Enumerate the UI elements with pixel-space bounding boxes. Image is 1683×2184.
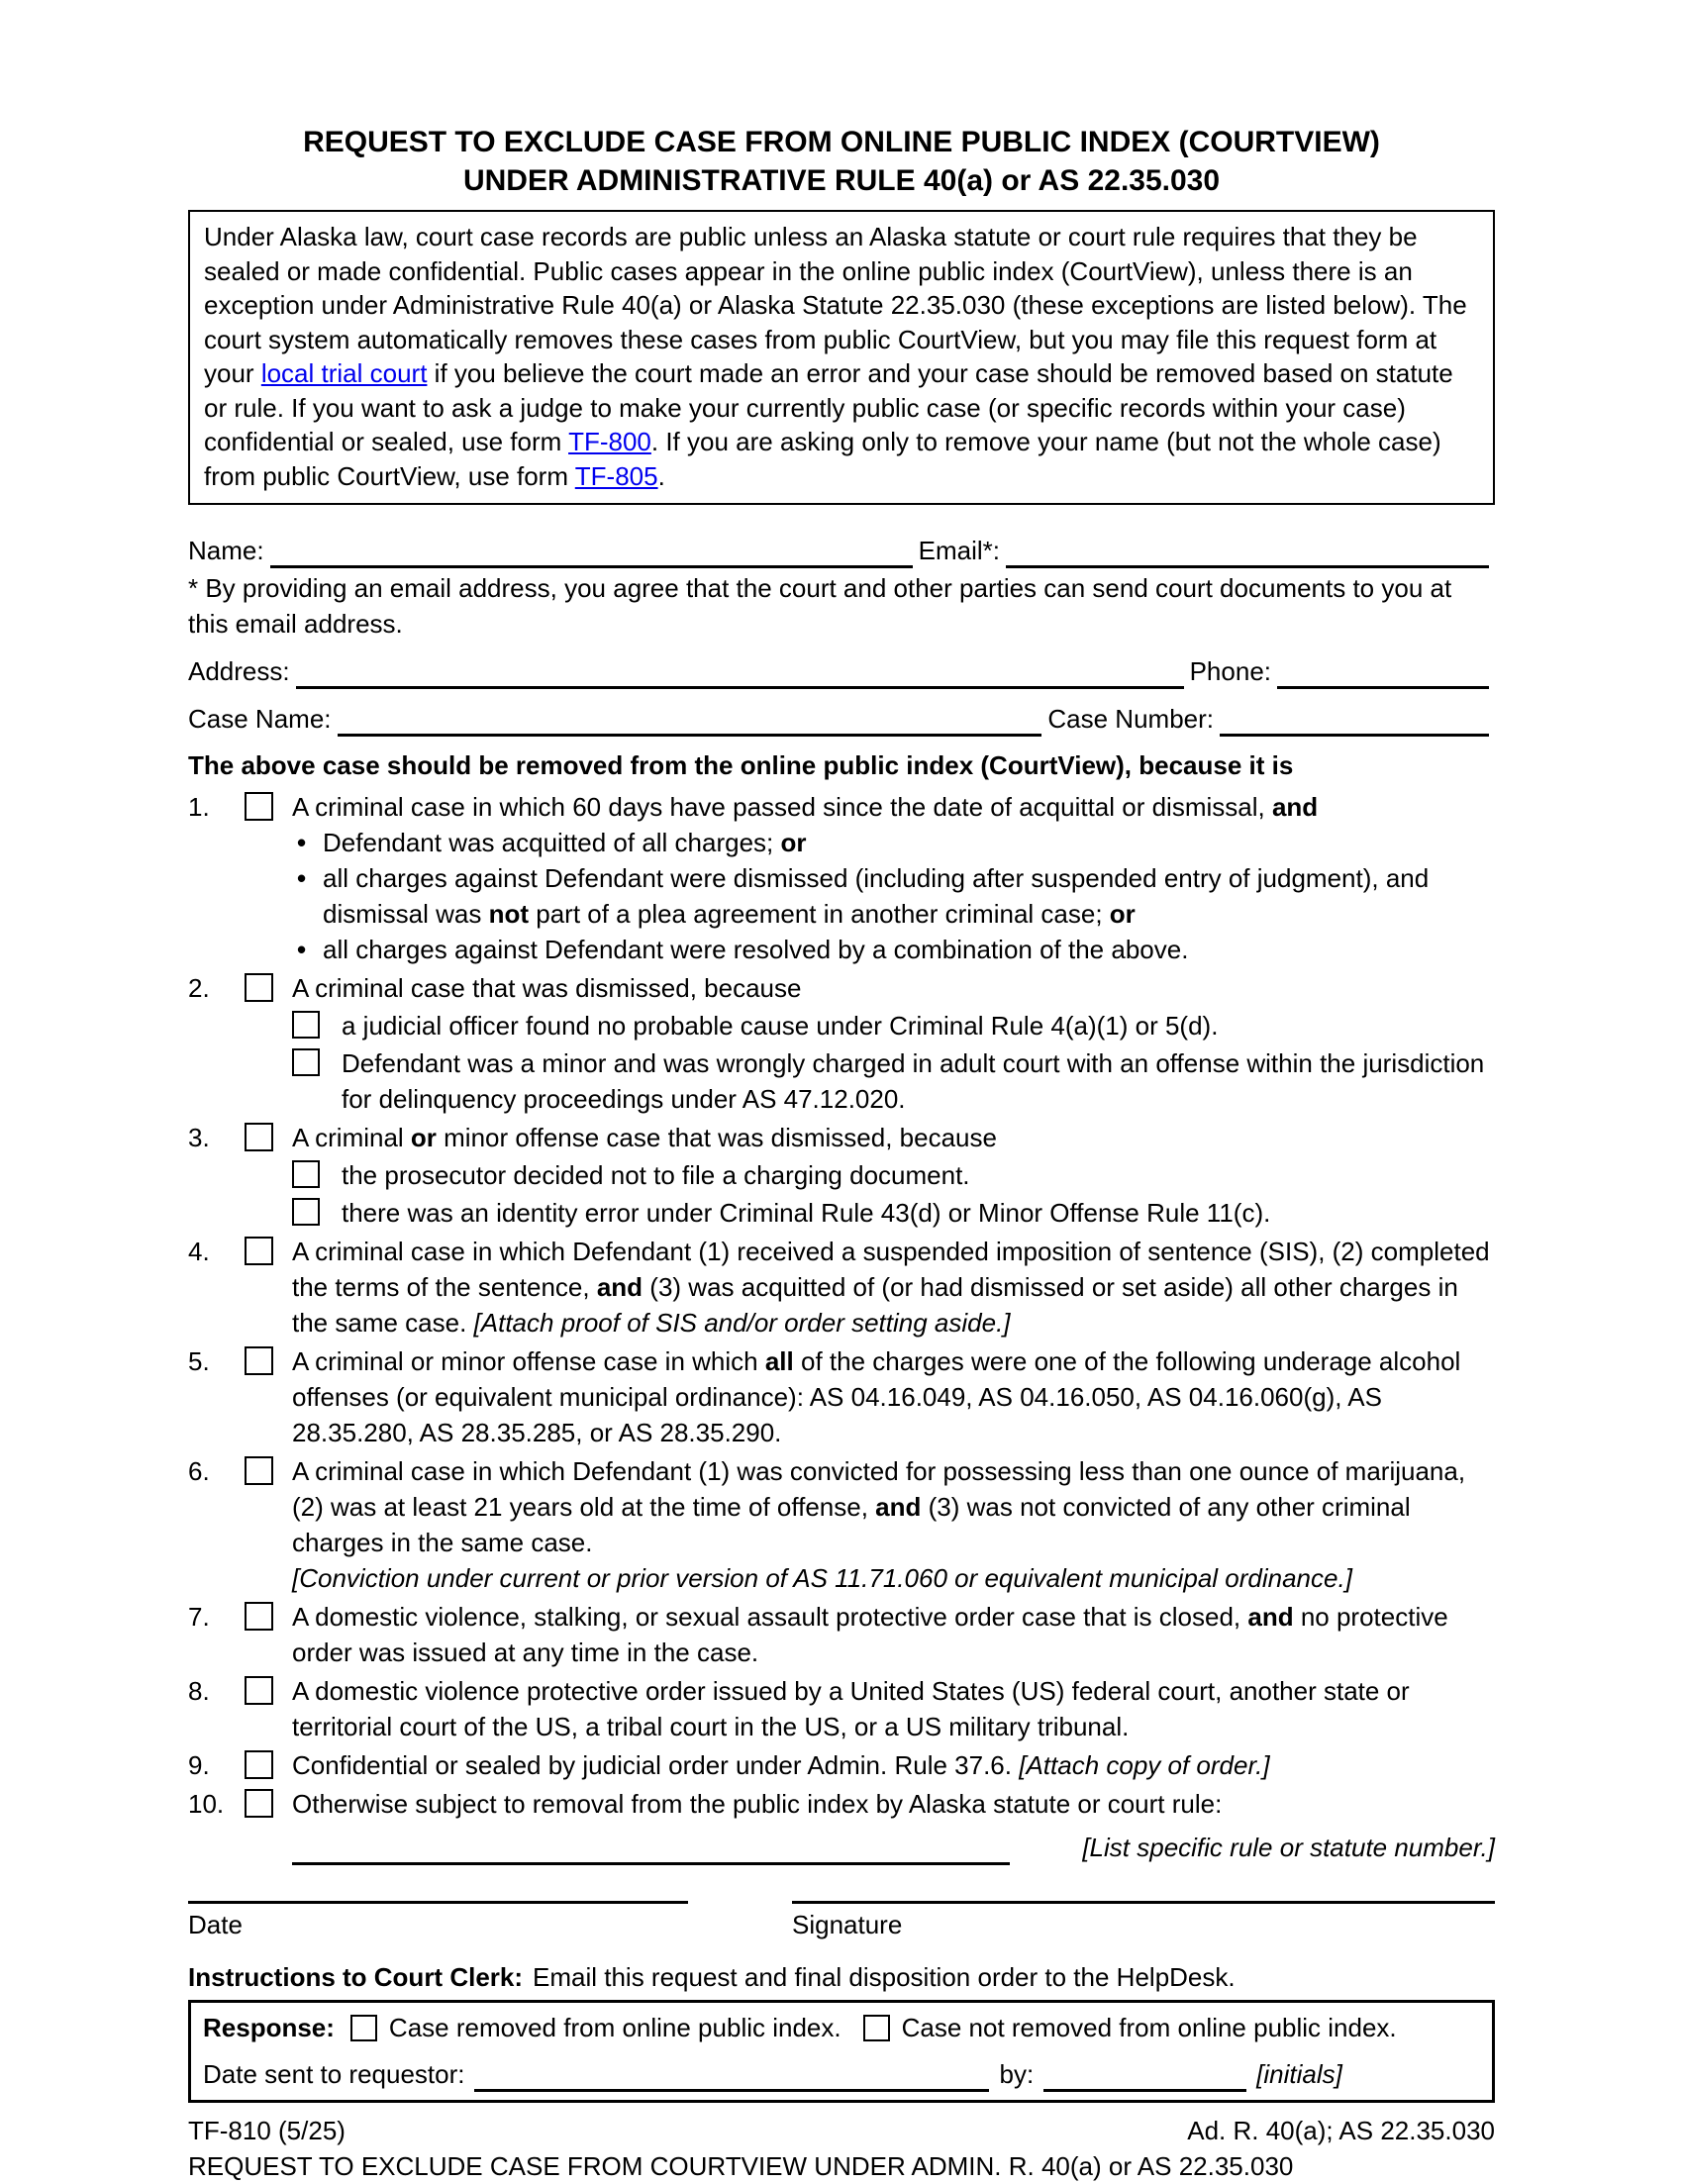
date-label: Date xyxy=(188,1910,243,1939)
reason-7-number: 7. xyxy=(188,1602,210,1632)
address-label: Address: xyxy=(188,656,290,686)
reason-1-bullet-2: • all charges against Defendant were dismissed (including after suspended entry of judgment), and dismissal was not part of a plea agreement in another criminal case; or xyxy=(297,860,1495,932)
case-name-label: Case Name: xyxy=(188,704,332,734)
reason-3-sub-2: there was an identity error under Criminal Rule 43(d) or Minor Offense Rule 11(c). xyxy=(292,1195,1495,1231)
reason-1-checkbox[interactable] xyxy=(245,792,273,821)
reason-item-8 xyxy=(188,1673,1495,1744)
reason-10-text: Otherwise subject to removal from the public index by Alaska statute or court rule: xyxy=(292,1789,1223,1819)
bullet-icon xyxy=(297,860,323,896)
case-number-input-line[interactable] xyxy=(1220,703,1489,737)
phone-input-line[interactable] xyxy=(1277,655,1489,689)
reason-1-number: 1. xyxy=(188,792,210,822)
hyperlink[interactable]: TF-805 xyxy=(574,460,658,491)
rule-statute-input-line[interactable] xyxy=(292,1832,1010,1865)
reason-7-text: A domestic violence, stalking, or sexual assault protective order case that is closed, and no protective order was issued at any time in the case. xyxy=(292,1602,1448,1667)
clerk-instructions xyxy=(188,1956,1495,1998)
form-number: TF-810 (5/25) xyxy=(188,2116,346,2145)
reason-3-sub-1: the prosecutor decided not to file a charging document. xyxy=(292,1157,1495,1193)
reason-6-text: A criminal case in which Defendant (1) was convicted for possessing less than one ounce of marijuana, (2) was at least 21 years old at the time of offense, and (3) was not convicted of any other criminal charges in the same case. xyxy=(292,1456,1466,1557)
reason-6-note: [Conviction under current or prior version of AS 11.71.060 or equivalent municipal ordinance.] xyxy=(292,1563,1352,1593)
signature-block xyxy=(188,1901,1495,1944)
reason-2-sub-2: Defendant was a minor and was wrongly charged in adult court with an offense within the jurisdiction for delinquency proceedings under AS 47.12.020. xyxy=(292,1045,1495,1117)
bullet-icon xyxy=(297,825,323,860)
reason-2-sub-1: a judicial officer found no probable cause under Criminal Rule 4(a)(1) or 5(d). xyxy=(292,1008,1495,1043)
reason-10-blank-note: [List specific rule or statute number.] xyxy=(1082,1833,1495,1862)
case-removed-checkbox[interactable] xyxy=(350,2015,377,2041)
reason-item-2 xyxy=(188,970,1495,1117)
page-title-line2: UNDER ADMINISTRATIVE RULE 40(a) or AS 22.35.030 xyxy=(462,164,1221,197)
reason-6-number: 6. xyxy=(188,1456,210,1486)
reason-10-blank-row xyxy=(292,1822,1495,1865)
reason-3-text: A criminal or minor offense case that was dismissed, because xyxy=(292,1123,997,1152)
by-input-line[interactable] xyxy=(1043,2058,1246,2092)
by-label: by: xyxy=(999,2059,1035,2089)
reason-10-checkbox[interactable] xyxy=(245,1789,273,1818)
reason-9-number: 9. xyxy=(188,1750,210,1780)
reason-8-text: A domestic violence protective order issued by a United States (US) federal court, another state or territorial court of the US, a tribal court in the US, or a US military tribunal. xyxy=(292,1676,1410,1741)
email-label: Email*: xyxy=(918,536,1000,565)
reason-7-checkbox[interactable] xyxy=(245,1602,273,1631)
reason-5-checkbox[interactable] xyxy=(245,1346,273,1375)
reason-1-bullet-1: • Defendant was acquitted of all charges; or xyxy=(297,825,1495,860)
reason-item-4 xyxy=(188,1234,1495,1340)
name-label: Name: xyxy=(188,536,264,565)
reason-item-3 xyxy=(188,1120,1495,1231)
reason-1-text: A criminal case in which 60 days have passed since the date of acquittal or dismissal, and xyxy=(292,792,1319,822)
date-sent-input-line[interactable] xyxy=(474,2058,989,2092)
reason-2-number: 2. xyxy=(188,973,210,1003)
reason-item-6 xyxy=(188,1453,1495,1596)
form-page xyxy=(188,0,1495,2184)
reason-1-bullet-3: • all charges against Defendant were resolved by a combination of the above. xyxy=(297,932,1495,967)
address-input-line[interactable] xyxy=(296,655,1184,689)
bullet-icon xyxy=(297,932,323,967)
reason-2-checkbox[interactable] xyxy=(245,973,273,1002)
reasons-heading: The above case should be removed from the online public index (CourtView), because it is xyxy=(188,750,1294,780)
case-removed-label: Case removed from online public index. xyxy=(388,2013,842,2042)
reason-9-checkbox[interactable] xyxy=(245,1750,273,1779)
phone-label: Phone: xyxy=(1189,656,1271,686)
footer-row xyxy=(188,2113,1495,2148)
reason-item-9 xyxy=(188,1747,1495,1783)
case-number-label: Case Number: xyxy=(1047,704,1214,734)
hyperlink[interactable]: local trial court xyxy=(260,358,428,388)
response-box xyxy=(188,2000,1495,2103)
signature-label: Signature xyxy=(792,1910,903,1939)
reason-2b-checkbox[interactable] xyxy=(292,1048,320,1076)
reason-item-1 xyxy=(188,789,1495,967)
hyperlink[interactable]: TF-800 xyxy=(568,427,651,456)
reason-item-7 xyxy=(188,1599,1495,1670)
email-input-line[interactable] xyxy=(1006,535,1489,568)
clerk-instructions-text: Email this request and final disposition order to the HelpDesk. xyxy=(533,1962,1236,1992)
reason-3b-checkbox[interactable] xyxy=(292,1198,320,1226)
reason-9-text: Confidential or sealed by judicial order under Admin. Rule 37.6. [Attach copy of order.] xyxy=(292,1750,1270,1780)
email-consent-note: * By providing an email address, you agree that the court and other parties can send court documents to you at this email address. xyxy=(188,573,1452,639)
address-phone-row xyxy=(188,645,1495,689)
response-label: Response: xyxy=(203,2013,335,2042)
case-not-removed-label: Case not removed from online public index. xyxy=(901,2013,1397,2042)
reason-2-text: A criminal case that was dismissed, because xyxy=(292,973,802,1003)
name-input-line[interactable] xyxy=(270,535,913,568)
name-email-row xyxy=(188,525,1495,568)
date-sent-label: Date sent to requestor: xyxy=(203,2059,465,2089)
reason-5-text: A criminal or minor offense case in which all of the charges were one of the following underage alcohol offenses (or equivalent municipal ordinance): AS 04.16.049, AS 04.16.050, AS 04.16.060(g), AS 28.35.280, AS 28.35.285, or AS 28.35.290. xyxy=(292,1346,1461,1447)
page-title xyxy=(188,123,1495,200)
reason-2a-checkbox[interactable] xyxy=(292,1011,320,1039)
reason-3-checkbox[interactable] xyxy=(245,1123,273,1151)
rule-reference: Ad. R. 40(a); AS 22.35.030 xyxy=(1187,2116,1495,2145)
reason-5-number: 5. xyxy=(188,1346,210,1376)
reason-item-10 xyxy=(188,1786,1495,1865)
intro-box xyxy=(188,210,1495,505)
reason-item-5 xyxy=(188,1343,1495,1450)
reason-4-text: A criminal case in which Defendant (1) received a suspended imposition of sentence (SIS), (2) completed the terms of the sentence, and (3) was acquitted of (or had dismissed or set aside) all other charges in the same case. [Attach proof of SIS and/or order setting aside.] xyxy=(292,1237,1490,1338)
case-name-input-line[interactable] xyxy=(338,703,1042,737)
clerk-instructions-label: Instructions to Court Clerk: xyxy=(188,1962,524,1992)
case-row xyxy=(188,693,1495,737)
reason-4-checkbox[interactable] xyxy=(245,1237,273,1265)
intro-text: Under Alaska law, court case records are public unless an Alaska statute or court rule requires that they be sealed or made confidential. Public cases appear in the online public index (CourtView), unless there is an exception under Administrative Rule 40(a) or Alaska Statute 22.35.030 (these exceptions are listed below). The court system automatically removes these cases from public CourtView, but you may file this request form at your local trial court if you believe the court made an error and your case should be removed based on statute or rule. If you want to ask a judge to make your currently public case (or specific records within your case) confidential or sealed, use form TF-800. If you are asking only to remove your name (but not the whole case) from public CourtView, use form TF-805. xyxy=(204,222,1467,491)
reason-8-checkbox[interactable] xyxy=(245,1676,273,1705)
reason-3-number: 3. xyxy=(188,1123,210,1152)
footer-doc-title: REQUEST TO EXCLUDE CASE FROM COURTVIEW UNDER ADMIN. R. 40(a) or AS 22.35.030 xyxy=(188,2151,1294,2181)
reason-8-number: 8. xyxy=(188,1676,210,1706)
page-title-line1: REQUEST TO EXCLUDE CASE FROM ONLINE PUBLIC INDEX (COURTVIEW) xyxy=(303,126,1380,158)
reason-4-number: 4. xyxy=(188,1237,210,1266)
initials-note: [initials] xyxy=(1256,2059,1342,2089)
reason-3a-checkbox[interactable] xyxy=(292,1160,320,1188)
reason-10-number: 10. xyxy=(188,1789,225,1819)
reason-6-checkbox[interactable] xyxy=(245,1456,273,1485)
case-not-removed-checkbox[interactable] xyxy=(863,2015,890,2041)
